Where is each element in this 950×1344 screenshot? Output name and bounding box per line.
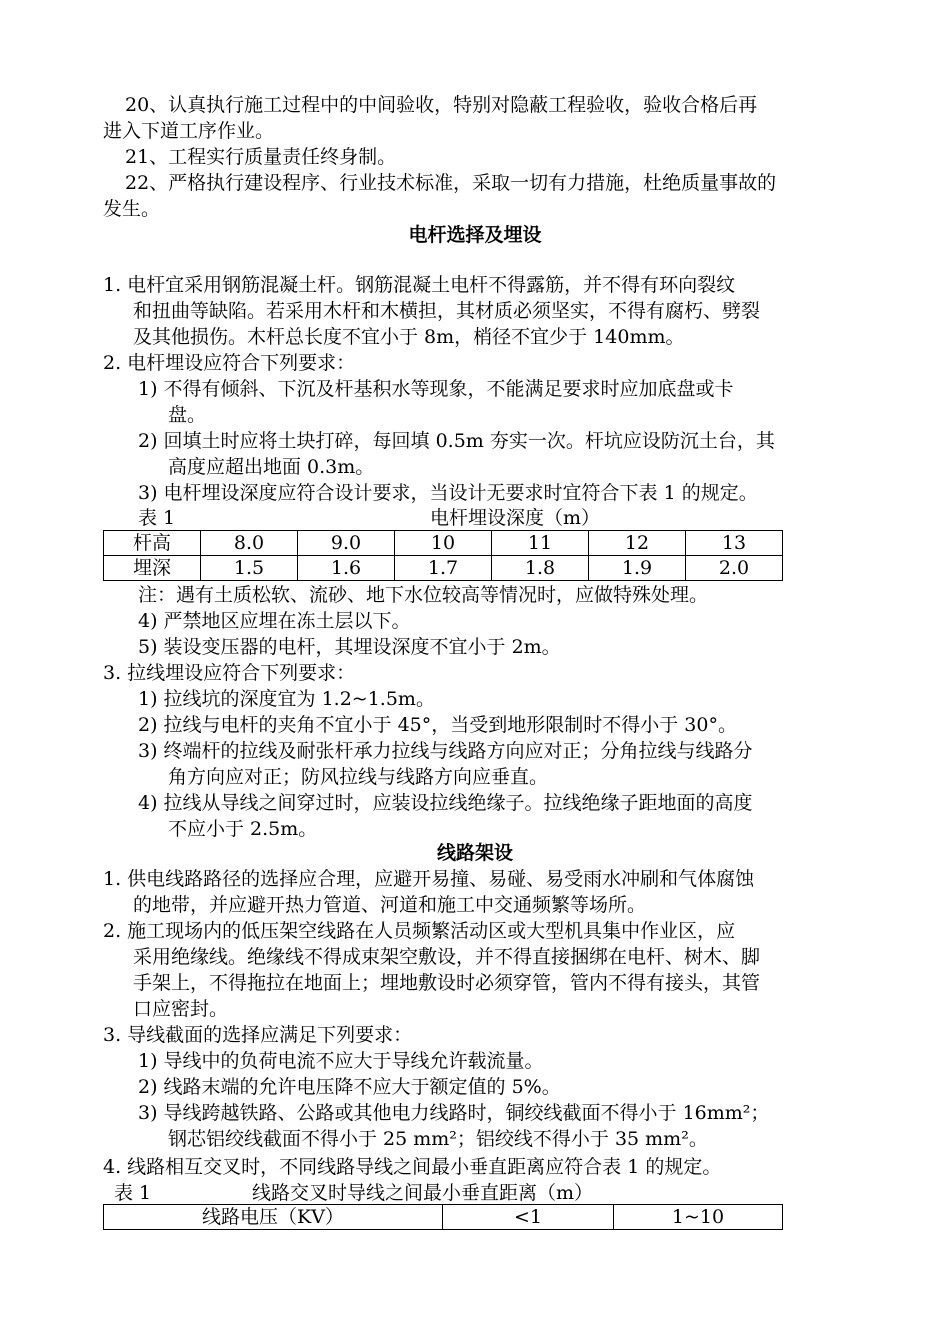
table-1-title: 电杆埋设深度（m） <box>430 507 601 529</box>
sub-item-2-line2: 高度应超出地面 0.3m。 <box>168 456 375 478</box>
line-item-1-line2: 的地带，并应避开热力管道、河道和施工中交通频繁等场所。 <box>133 894 647 916</box>
table-row-height <box>104 531 783 556</box>
paragraph-22-line1: 22、严格执行建设程序、行业技术标准，采取一切有力措施，杜绝质量事故的 <box>125 172 777 194</box>
line-item-2-line2: 采用绝缘线。绝缘线不得成束架空敷设，并不得直接捆绑在电杆、树木、脚 <box>133 946 761 968</box>
stay-item-2: 2) 拉线与电杆的夹角不宜小于 45°，当受到地形限制时不得小于 30°。 <box>138 714 737 736</box>
table-cell: 11 <box>492 531 589 556</box>
line-item-2-line1: 2. 施工现场内的低压架空线路在人员频繁活动区或大型机具集中作业区，应 <box>103 920 736 942</box>
table-cell: 10 <box>395 531 492 556</box>
table-cell: 埋深 <box>104 556 201 581</box>
line-item-3: 3. 导线截面的选择应满足下列要求： <box>103 1024 413 1046</box>
sub-item-1-line2: 盘。 <box>168 404 207 426</box>
sub-item-4: 4) 严禁地区应埋在冻土层以下。 <box>138 610 411 632</box>
stay-item-4-line1: 4) 拉线从导线之间穿过时，应装设拉线绝缘子。拉线绝缘子距地面的高度 <box>138 792 753 814</box>
sub-item-5: 5) 装设变压器的电杆，其埋设深度不宜小于 2m。 <box>138 636 561 658</box>
paragraph-20-line2: 进入下道工序作业。 <box>103 120 275 142</box>
table-2-title: 线路交叉时导线之间最小垂直距离（m） <box>252 1182 594 1204</box>
section-title-pole: 电杆选择及埋设 <box>408 224 542 246</box>
pole-depth-table <box>103 530 783 581</box>
table-cell: 1~10 <box>614 1205 783 1230</box>
item-2: 2. 电杆埋设应符合下列要求： <box>103 352 356 374</box>
table-2-label: 表 1 <box>114 1182 152 1204</box>
item-1-line1: 1. 电杆宜采用钢筋混凝土杆。钢筋混凝土电杆不得露筋，并不得有环向裂纹 <box>103 274 736 296</box>
table-header-row <box>104 1205 783 1230</box>
table-cell: 1.9 <box>589 556 686 581</box>
table-cell: 1.7 <box>395 556 492 581</box>
table-cell: 9.0 <box>298 531 395 556</box>
line-item-4: 4. 线路相互交叉时，不同线路导线之间最小垂直距离应符合表 1 的规定。 <box>103 1156 722 1178</box>
paragraph-20-line1: 20、认真执行施工过程中的中间验收，特别对隐蔽工程验收，验收合格后再 <box>125 94 758 116</box>
table-row-depth <box>104 556 783 581</box>
table-cell: 13 <box>686 531 783 556</box>
table-cell: 2.0 <box>686 556 783 581</box>
paragraph-21: 21、工程实行质量责任终身制。 <box>125 146 397 168</box>
table-cell: 杆高 <box>104 531 201 556</box>
cond-sub-item-3-line1: 3) 导线跨越铁路、公路或其他电力线路时，铜绞线截面不得小于 16mm²； <box>138 1102 770 1124</box>
table-cell: 12 <box>589 531 686 556</box>
section-title-line: 线路架设 <box>436 842 513 864</box>
table-1-label: 表 1 <box>138 507 176 529</box>
item-3: 3. 拉线埋设应符合下列要求： <box>103 662 356 684</box>
item-1-line3: 及其他损伤。木杆总长度不宜小于 8m，梢径不宜少于 140mm。 <box>133 326 685 348</box>
cond-sub-item-2: 2) 线路末端的允许电压降不应大于额定值的 5%。 <box>138 1076 561 1098</box>
item-1-line2: 和扭曲等缺陷。若采用木杆和木横担，其材质必须坚实，不得有腐朽、劈裂 <box>133 300 761 322</box>
line-item-2-line4: 口应密封。 <box>133 998 229 1020</box>
paragraph-22-line2: 发生。 <box>103 198 161 220</box>
cond-sub-item-1: 1) 导线中的负荷电流不应大于导线允许载流量。 <box>138 1050 544 1072</box>
crossing-distance-table <box>103 1204 783 1230</box>
table-cell: 8.0 <box>201 531 298 556</box>
table-cell: <1 <box>443 1205 614 1230</box>
table-cell: 1.5 <box>201 556 298 581</box>
line-item-2-line3: 手架上，不得拖拉在地面上；埋地敷设时必须穿管，管内不得有接头，其管 <box>133 972 761 994</box>
table-cell: 1.6 <box>298 556 395 581</box>
stay-item-4-line2: 不应小于 2.5m。 <box>168 818 318 840</box>
sub-item-1-line1: 1) 不得有倾斜、下沉及杆基积水等现象，不能满足要求时应加底盘或卡 <box>138 378 734 400</box>
table-note: 注：遇有土质松软、流砂、地下水位较高等情况时，应做特殊处理。 <box>138 584 709 606</box>
stay-item-3-line2: 角方向应对正；防风拉线与线路方向应垂直。 <box>168 766 549 788</box>
sub-item-2-line1: 2) 回填土时应将土块打碎，每回填 0.5m 夯实一次。杆坑应设防沉土台，其 <box>138 430 775 452</box>
table-cell: 线路电压（KV） <box>104 1205 443 1230</box>
line-item-1-line1: 1. 供电线路路径的选择应合理，应避开易撞、易碰、易受雨水冲刷和气体腐蚀 <box>103 868 755 890</box>
stay-item-3-line1: 3) 终端杆的拉线及耐张杆承力拉线与线路方向应对正；分角拉线与线路分 <box>138 740 753 762</box>
cond-sub-item-3-line2: 钢芯铝绞线截面不得小于 25 mm²；铝绞线不得小于 35 mm²。 <box>168 1128 708 1150</box>
sub-item-3: 3) 电杆埋设深度应符合设计要求，当设计无要求时宜符合下表 1 的规定。 <box>138 482 758 504</box>
table-cell: 1.8 <box>492 556 589 581</box>
stay-item-1: 1) 拉线坑的深度宜为 1.2~1.5m。 <box>138 688 435 710</box>
